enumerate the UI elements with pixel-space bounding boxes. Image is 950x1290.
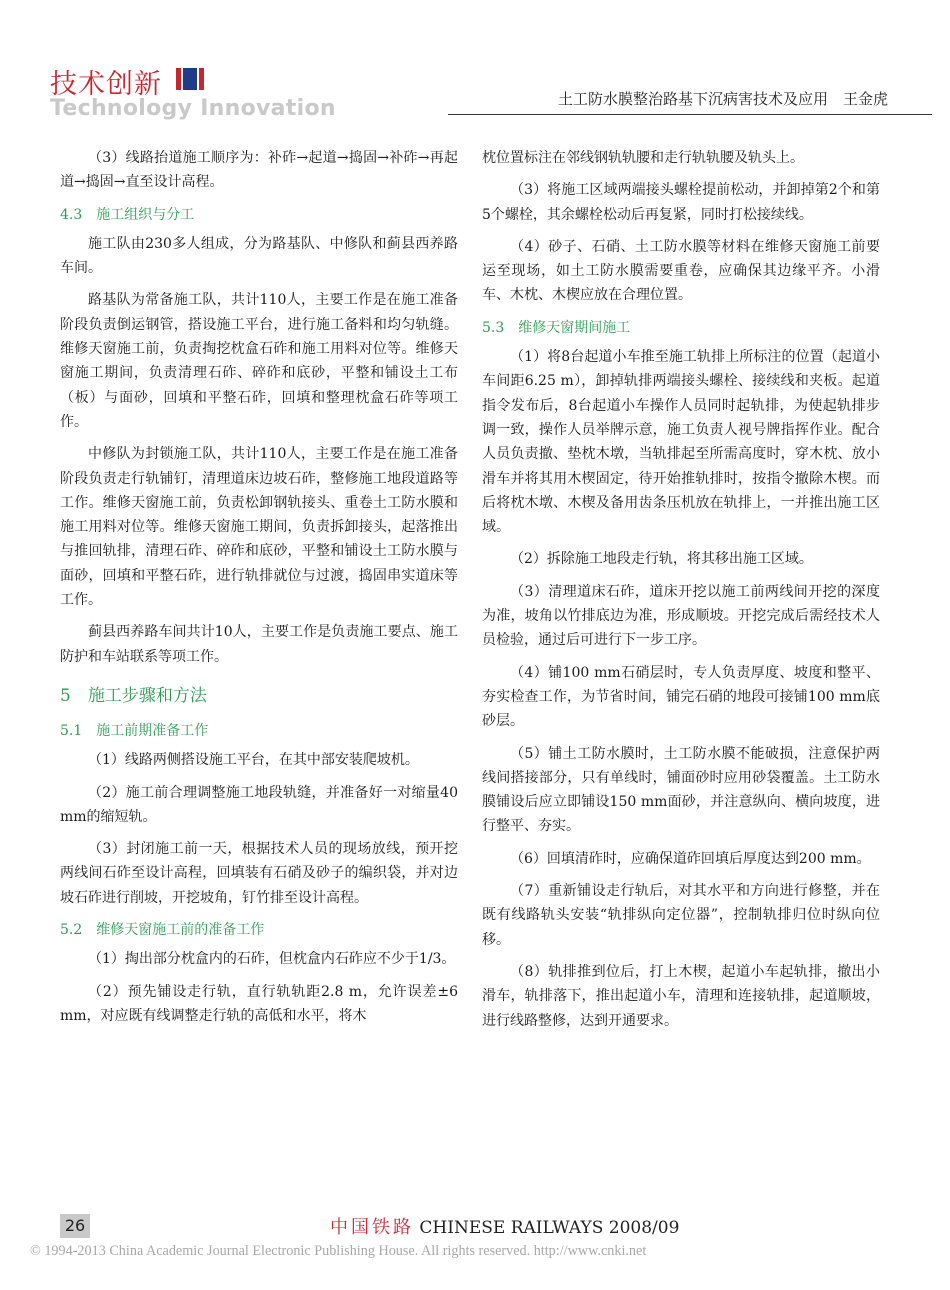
logo-bar-2: [183, 68, 197, 90]
paragraph: （4）砂子、石硝、土工防水膜等材料在维修天窗施工前要运至现场，如土工防水膜需要重卷，应确保其边缘平齐。小滑车、木枕、木楔应放在合理位置。: [482, 238, 880, 304]
paragraph: 蓟县西养路车间共计10人，主要工作是负责施工要点、施工防护和车站联系等项工作。: [60, 624, 458, 665]
paragraph: （3）将施工区域两端接头螺栓提前松动，并卸掉第2个和第5个螺栓，其余螺栓松动后再复紧，同时打松接续线。: [482, 182, 880, 223]
subsection-heading: 5.3 维修天窗期间施工: [482, 319, 631, 336]
paragraph: 路基队为常备施工队，共计110人，主要工作是在施工准备阶段负责倒运钢管，搭设施工平台，进行施工备料和均匀轨缝。维修天窗施工前，负责掏挖枕盒石砟和施工用料对位等。维修天窗施工期间，负责清理石砟、碎砟和底砂，平整和铺设土工布（板）与面砂，回填和平整石砟，回填和整理枕盒石砟等项工作。: [60, 292, 458, 430]
page-number: 26: [60, 1214, 90, 1238]
running-title: 土工防水膜整治路基下沉病害技术及应用 王金虎: [557, 90, 888, 108]
paragraph: （3）清理道床石砟，道床开挖以施工前两线间开挖的深度为准，坡角以竹排底边为准，形成顺坡。开挖完成后需经技术人员检验，通过后可进行下一步工序。: [482, 583, 880, 649]
paragraph: （2）拆除施工地段走行轨，将其移出施工区域。: [510, 551, 813, 568]
subsection-heading: 5.1 施工前期准备工作: [60, 722, 209, 739]
paragraph: 施工队由230多人组成，分为路基队、中修队和蓟县西养路车间。: [60, 235, 458, 277]
journal-name-en: CHINESE RAILWAYS 2008/09: [414, 1218, 680, 1238]
paragraph: （6）回填清砟时，应确保道砟回填后厚度达到200 mm。: [510, 850, 871, 867]
paragraph: （3）封闭施工前一天，根据技术人员的现场放线，预开挖两线间石砟至设计高程，回填装有石硝及砂子的编织袋，并对边坡石砟进行削坡，开挖坡角，钉竹排至设计高程。: [60, 841, 458, 906]
logo-bar-3: [199, 68, 204, 90]
paragraph: （4）铺100 mm石硝层时，专人负责厚度、坡度和整平、夯实检查工作，为节省时间，铺完石硝的地段可接铺100 mm底砂层。: [482, 664, 880, 730]
logo-bar-1: [176, 68, 181, 90]
right-column: [482, 146, 880, 1041]
paragraph: 中修队为封锁施工队，共计110人，主要工作是在施工准备阶段负责走行轨铺钉，清理道床边坡石砟，整修施工地段道路等工作。维修天窗施工前，负责松卸钢轨接头、重卷土工防水膜和施工用料对位等。维修天窗施工期间，负责拆卸接头，起落推出与推回轨排，清理石砟、碎砟和底砂，平整和铺设土工防水膜与面砂，回填和平整石砟，进行轨排就位与过渡，捣固串实道床等工作。: [60, 446, 458, 609]
paragraph: （8）轨排推到位后，打上木楔，起道小车起轨排，撤出小滑车，轨排落下，推出起道小车，清理和连接轨排，起道顺坡，进行线路整修，达到开通要求。: [482, 963, 880, 1029]
subsection-heading: 5.2 维修天窗施工前的准备工作: [60, 922, 265, 939]
paragraph: （2）预先铺设走行轨，直行轨轨距2.8 m，允许误差±6 mm，对应既有线调整走行轨的高低和水平，将木: [60, 983, 458, 1024]
section-heading: 5 施工步骤和方法: [60, 685, 207, 706]
paragraph: （1）线路两侧搭设施工平台，在其中部安装爬坡机。: [88, 752, 419, 769]
paragraph-continued: 枕位置标注在邻线钢轨轨腰和走行轨轨腰及轨头上。: [482, 150, 804, 166]
paragraph: （1）将8台起道小车推至施工轨排上所标注的位置（起道小车间距6.25 m），卸掉轨排两端接头螺栓、接续线和夹板。起道指令发布后，8台起道小车操作人员同时起轨排，为使起轨排步调一致，操作人员举牌示意，施工负责人视号牌指挥作业。配合人员负责撤、垫枕木墩，当轨排起至所需高度时，穿木枕、放小滑车并将其用木楔固定，待开始推轨排时，按指令撤除木楔。而后将枕木墩、木楔及备用齿条压机放在轨排上，一并推出施工区域。: [482, 349, 880, 536]
section-logo-bars: [176, 68, 204, 90]
header-rule: [448, 114, 932, 115]
paragraph: （5）铺土工防水膜时，土工防水膜不能破损，注意保护两线间搭接部分，只有单线时，铺面砂时应用砂袋覆盖。土工防水膜铺设后应立即铺设150 mm面砂，并注意纵向、横向坡度，进行整平、夯实。: [482, 745, 880, 835]
section-title-en: Technology Innovation: [50, 96, 336, 121]
subsection-heading: 4.3 施工组织与分工: [60, 206, 195, 223]
section-title-cn: 技术创新: [50, 69, 162, 100]
paragraph: （2）施工前合理调整施工地段轨缝，并准备好一对缩量40 mm的缩短轨。: [60, 784, 458, 825]
paragraph: （3）线路抬道施工顺序为：补砟→起道→捣固→补砟→再起道→捣固→直至设计高程。: [60, 150, 458, 191]
journal-footer: [330, 1213, 679, 1239]
journal-name-cn: 中国铁路: [330, 1217, 414, 1238]
paragraph: （7）重新铺设走行轨后，对其水平和方向进行修整，并在既有线路轨头安装“轨排纵向定位器”，控制轨排归位时纵向位移。: [482, 883, 880, 948]
left-column: [60, 146, 458, 1036]
copyright-notice: © 1994-2013 China Academic Journal Electronic Publishing House. All rights reserved. http://www.cnki.net: [30, 1243, 647, 1259]
paragraph: （1）掏出部分枕盒内的石砟，但枕盒内石砟应不少于1/3。: [88, 951, 456, 968]
